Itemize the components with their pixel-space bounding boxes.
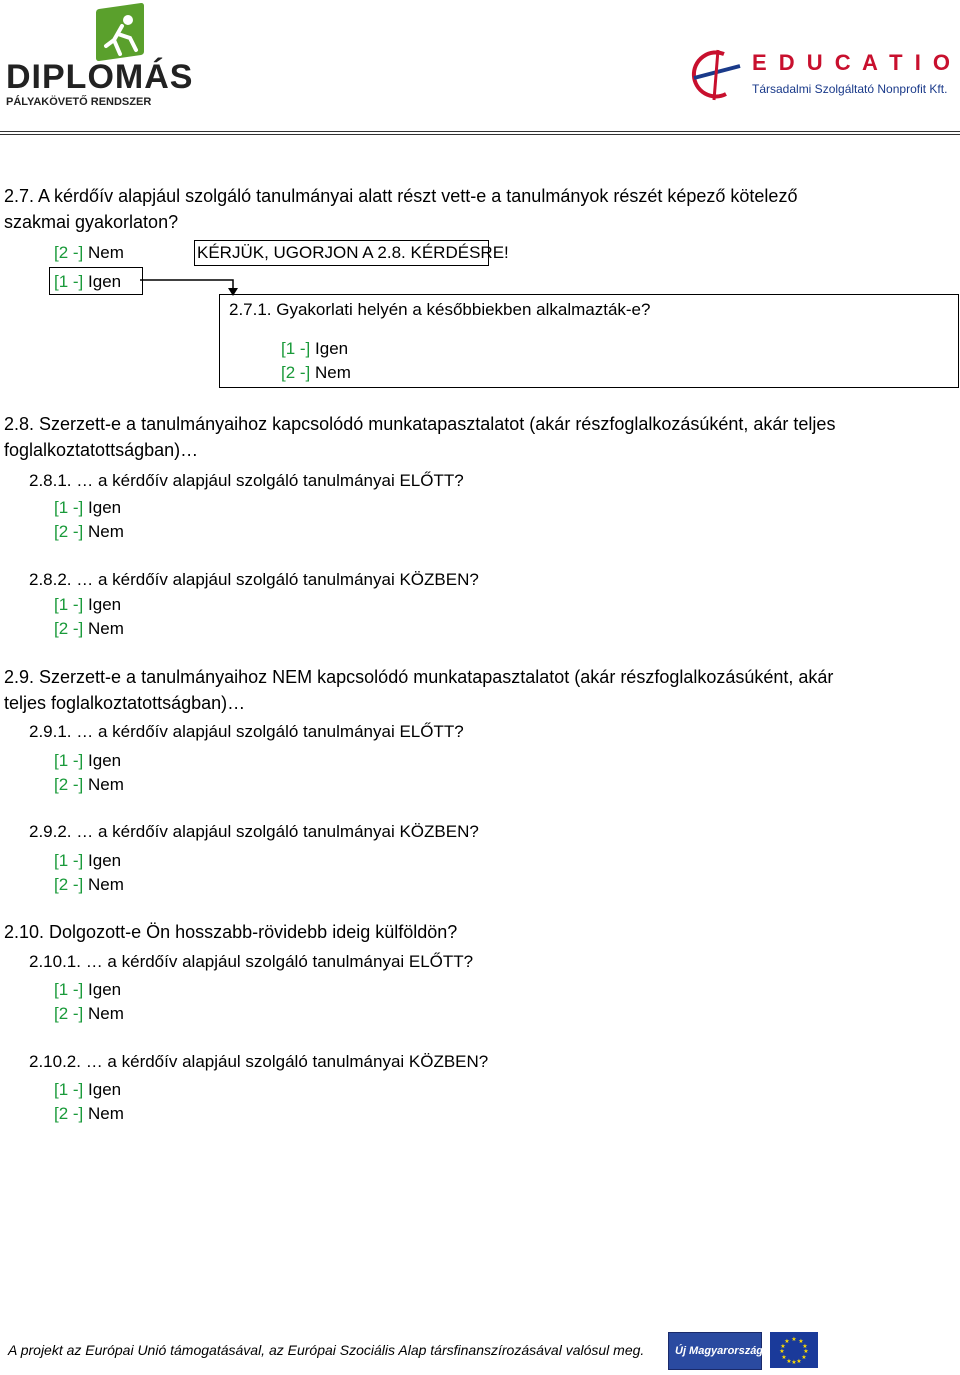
- option-label: Igen: [88, 1080, 122, 1099]
- runner-icon: [100, 10, 144, 58]
- svg-text:★: ★: [801, 1354, 807, 1361]
- q281-title: 2.8.1. … a kérdőív alapjául szolgáló tanulmányai ELŐTT?: [29, 471, 464, 490]
- eu-flag-icon: [770, 1332, 818, 1368]
- option-code: [1 -]: [54, 751, 84, 770]
- svg-text:★: ★: [796, 1358, 802, 1365]
- uj-magyarorszag-logo-text: Új Magyarország: [675, 1345, 764, 1357]
- option-label: Nem: [88, 243, 124, 262]
- q271-option-nem[interactable]: [281, 363, 351, 383]
- q27-title: 2.7. A kérdőív alapjául szolgáló tanulmányai alatt részt vett-e a tanulmányok részét képező kötelező: [4, 186, 798, 206]
- option-code: [2 -]: [54, 875, 84, 894]
- option-code: [1 -]: [54, 851, 84, 870]
- option-code: [2 -]: [54, 775, 84, 794]
- q29-title: 2.9. Szerzett-e a tanulmányaihoz NEM kapcsolódó munkatapasztalatot (akár részfoglalkozásúként, akár: [4, 667, 834, 687]
- option-code: [1 -]: [54, 595, 84, 614]
- option-code: [2 -]: [54, 243, 84, 262]
- svg-text:★: ★: [798, 1338, 804, 1345]
- q29-title-cont: teljes foglalkoztatottságban)…: [4, 693, 246, 713]
- option-code: [2 -]: [54, 1004, 84, 1023]
- svg-text:★: ★: [802, 1343, 808, 1350]
- option-label: Nem: [88, 1104, 124, 1123]
- svg-text:★: ★: [803, 1348, 809, 1355]
- header-divider-2: [0, 134, 960, 135]
- option-label: Nem: [88, 619, 124, 638]
- option-label: Igen: [88, 498, 122, 517]
- q291-option-nem[interactable]: [54, 775, 124, 795]
- option-code: [1 -]: [54, 498, 84, 517]
- svg-text:★: ★: [791, 1359, 797, 1366]
- q292-option-nem[interactable]: [54, 875, 124, 895]
- q271-title: 2.7.1. Gyakorlati helyén a későbbiekben alkalmazták-e?: [229, 300, 651, 319]
- option-code: [2 -]: [281, 363, 311, 382]
- option-code: [2 -]: [54, 1104, 84, 1123]
- q291-title: 2.9.1. … a kérdőív alapjául szolgáló tanulmányai ELŐTT?: [29, 722, 464, 741]
- svg-text:★: ★: [779, 1348, 785, 1355]
- option-label: Nem: [88, 1004, 124, 1023]
- q2102-option-nem[interactable]: [54, 1104, 124, 1124]
- option-code: [1 -]: [281, 339, 311, 358]
- q281-option-nem[interactable]: [54, 522, 124, 542]
- header-divider: [0, 131, 960, 132]
- svg-text:★: ★: [786, 1358, 792, 1365]
- q291-option-igen[interactable]: [54, 751, 121, 771]
- svg-text:★: ★: [791, 1336, 797, 1343]
- q2101-option-igen[interactable]: [54, 980, 121, 1000]
- q281-option-igen[interactable]: [54, 498, 121, 518]
- q282-option-nem[interactable]: [54, 619, 124, 639]
- q292-title: 2.9.2. … a kérdőív alapjául szolgáló tanulmányai KÖZBEN?: [29, 822, 479, 841]
- q28-title: 2.8. Szerzett-e a tanulmányaihoz kapcsolódó munkatapasztalatot (akár részfoglalkozásúként, akár teljes: [4, 414, 836, 434]
- educatio-logo-title: E D U C A T I O: [752, 50, 954, 75]
- svg-text:★: ★: [780, 1343, 786, 1350]
- diplomas-logo-title: DIPLOMÁS: [6, 58, 194, 96]
- uj-magyarorszag-logo: [668, 1332, 762, 1370]
- q27-title-cont: szakmai gyakorlaton?: [4, 212, 179, 232]
- q27-option-nem[interactable]: [54, 243, 124, 263]
- option-label: Igen: [88, 980, 122, 999]
- q2101-title: 2.10.1. … a kérdőív alapjául szolgáló tanulmányai ELŐTT?: [29, 952, 474, 971]
- option-label: Nem: [88, 522, 124, 541]
- q292-option-igen[interactable]: [54, 851, 121, 871]
- q2101-option-nem[interactable]: [54, 1004, 124, 1024]
- q210-title: 2.10. Dolgozott-e Ön hosszabb-rövidebb ideig külföldön?: [4, 922, 458, 942]
- q28-title-cont: foglalkoztatottságban)…: [4, 440, 199, 460]
- option-label: Nem: [88, 775, 124, 794]
- svg-text:★: ★: [784, 1338, 790, 1345]
- q2102-option-igen[interactable]: [54, 1080, 121, 1100]
- svg-text:★: ★: [781, 1354, 787, 1361]
- option-label: Nem: [315, 363, 351, 382]
- option-code: [2 -]: [54, 522, 84, 541]
- educatio-logo-mark: [684, 44, 746, 104]
- footer-text: A projekt az Európai Unió támogatásával, az Európai Szociális Alap társfinanszírozásával valósul meg.: [8, 1342, 645, 1358]
- option-label: Igen: [315, 339, 349, 358]
- q27-option-igen[interactable]: [54, 272, 121, 292]
- option-label: Igen: [88, 595, 122, 614]
- q2102-title: 2.10.2. … a kérdőív alapjául szolgáló tanulmányai KÖZBEN?: [29, 1052, 489, 1071]
- option-code: [1 -]: [54, 980, 84, 999]
- diplomas-logo-subtitle: PÁLYAKÖVETŐ RENDSZER: [6, 96, 152, 108]
- q282-title: 2.8.2. … a kérdőív alapjául szolgáló tanulmányai KÖZBEN?: [29, 570, 479, 589]
- option-code: [1 -]: [54, 272, 84, 291]
- q271-option-igen[interactable]: [281, 339, 348, 359]
- option-label: Nem: [88, 875, 124, 894]
- educatio-logo-subtitle: Társadalmi Szolgáltató Nonprofit Kft.: [752, 82, 948, 96]
- q282-option-igen[interactable]: [54, 595, 121, 615]
- skip-note: KÉRJÜK, UGORJON A 2.8. KÉRDÉSRE!: [197, 243, 509, 262]
- option-label: Igen: [88, 272, 122, 291]
- option-label: Igen: [88, 851, 122, 870]
- option-code: [2 -]: [54, 619, 84, 638]
- option-code: [1 -]: [54, 1080, 84, 1099]
- option-label: Igen: [88, 751, 122, 770]
